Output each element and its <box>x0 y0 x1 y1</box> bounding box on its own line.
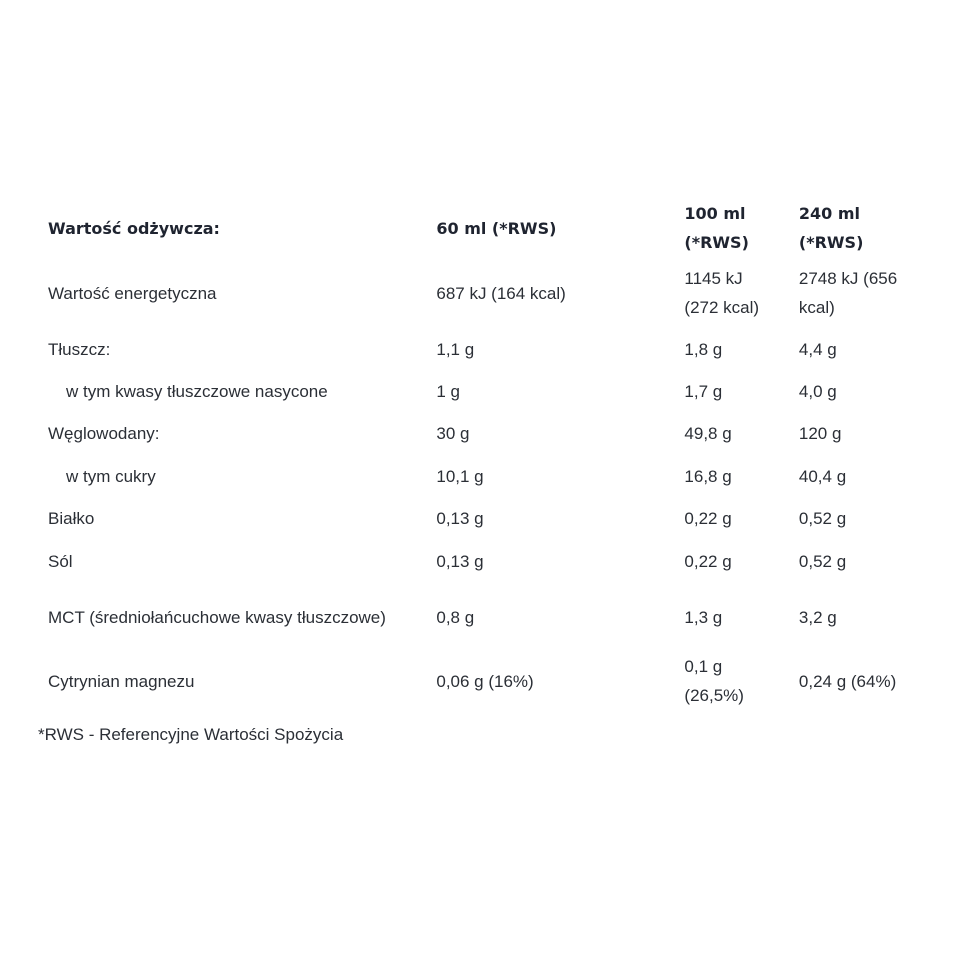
value-100ml: 1,3 g <box>684 607 723 627</box>
table-row <box>36 652 916 710</box>
header-100ml: 100 ml (*RWS) <box>684 204 749 252</box>
row-label: Tłuszcz: <box>48 339 111 359</box>
value-100ml: 0,22 g <box>684 509 732 529</box>
table-header-row <box>36 198 916 258</box>
value-100ml: 0,1 g (26,5%) <box>684 657 744 706</box>
value-240ml: 2748 kJ (656 kcal) <box>798 269 898 317</box>
value-100ml: 49,8 g <box>684 424 732 444</box>
value-60ml: 0,06 g (16%) <box>436 671 534 691</box>
table-row <box>36 328 916 370</box>
value-60ml: 0,8 g <box>436 607 475 627</box>
value-60ml: 1 g <box>436 382 460 402</box>
table-row <box>36 455 916 497</box>
value-60ml: 30 g <box>436 424 470 444</box>
value-240ml: 4,4 g <box>798 339 837 359</box>
value-60ml: 10,1 g <box>436 466 484 486</box>
value-100ml: 1,7 g <box>684 382 723 402</box>
table-row <box>36 413 916 455</box>
row-label: Cytrynian magnezu <box>48 671 195 691</box>
row-label: Wartość energetyczna <box>48 283 217 303</box>
value-240ml: 120 g <box>798 424 842 444</box>
table-row <box>36 498 916 540</box>
value-60ml: 1,1 g <box>436 339 475 359</box>
value-100ml: 1,8 g <box>684 339 723 359</box>
value-60ml: 0,13 g <box>436 509 484 529</box>
row-label: Sól <box>48 551 73 571</box>
value-240ml: 0,52 g <box>798 509 847 529</box>
table-row <box>36 582 916 652</box>
value-60ml: 0,13 g <box>436 551 484 571</box>
row-label: MCT (średniołańcuchowe kwasy tłuszczowe) <box>48 607 386 627</box>
row-label: Węglowodany: <box>48 424 160 444</box>
value-60ml: 687 kJ (164 kcal) <box>436 283 566 303</box>
value-240ml: 0,52 g <box>798 551 847 571</box>
value-100ml: 0,22 g <box>684 551 732 571</box>
value-100ml: 1145 kJ (272 kcal) <box>684 269 760 317</box>
nutrition-table <box>36 198 916 710</box>
header-nutritional-value: Wartość odżywcza: <box>48 218 220 238</box>
header-60ml: 60 ml (*RWS) <box>436 218 557 238</box>
row-label: w tym kwasy tłuszczowe nasycone <box>66 382 328 402</box>
row-label: Białko <box>48 509 95 529</box>
table-row <box>36 370 916 412</box>
value-240ml: 0,24 g (64%) <box>798 671 897 691</box>
value-240ml: 3,2 g <box>798 607 837 627</box>
row-label: w tym cukry <box>66 466 156 486</box>
table-row <box>36 258 916 328</box>
header-240ml: 240 ml (*RWS) <box>798 204 864 252</box>
value-240ml: 40,4 g <box>798 466 847 486</box>
value-240ml: 4,0 g <box>798 382 837 402</box>
value-100ml: 16,8 g <box>684 466 732 486</box>
rws-footnote: *RWS - Referencyjne Wartości Spożycia <box>38 725 344 744</box>
table-row <box>36 540 916 582</box>
